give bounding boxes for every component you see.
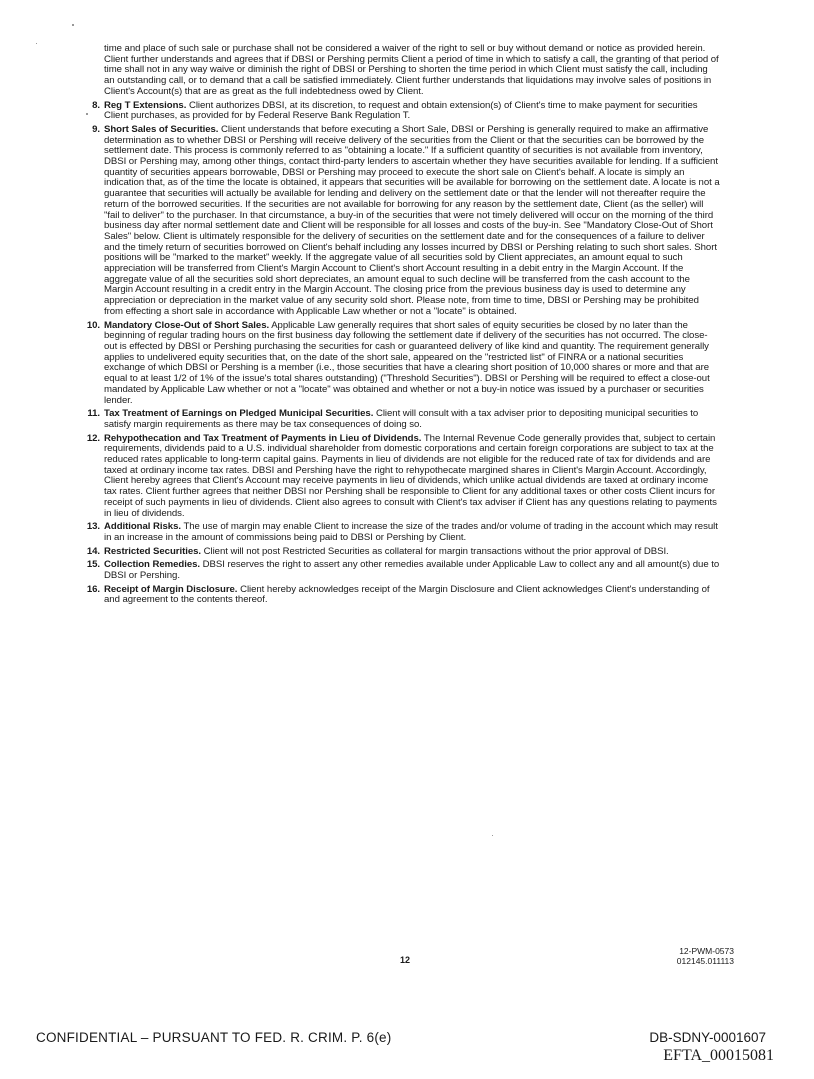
section-16 — [86, 583, 720, 606]
section-title: Collection Remedies. — [104, 559, 201, 571]
scan-speck — [36, 43, 37, 44]
section-number: 14. — [86, 545, 100, 557]
section-number: 9. — [92, 123, 100, 135]
form-revision: 012145.011113 — [676, 956, 734, 966]
section-title: Tax Treatment of Earnings on Pledged Municipal Securities. — [104, 408, 374, 420]
section-number: 13. — [86, 521, 100, 533]
section-text: Client authorizes DBSI, at its discretion, to request and obtain extension(s) of Client's time to make payment for securities Client purchases, as provided for by Federal Reserve Bank Regulation T. — [104, 99, 698, 122]
confidentiality-notice: CONFIDENTIAL – PURSUANT TO FED. R. CRIM. P. 6(e) — [36, 1030, 392, 1045]
section-15 — [86, 559, 720, 582]
section-text: Client hereby acknowledges receipt of the Margin Disclosure and Client acknowledges Client's understanding of and agreement to the contents thereof. — [104, 583, 710, 606]
section-11 — [87, 408, 720, 430]
section-12 — [86, 432, 720, 520]
section-13 — [86, 521, 720, 543]
section-title: Receipt of Margin Disclosure. — [104, 583, 238, 595]
section-8 — [92, 99, 720, 122]
scan-speck — [72, 24, 74, 26]
section-text: The use of margin may enable Client to increase the size of the trades and/or volume of trading in the account which may result in an increase in the amount of commissions being paid to DBSI or Pershing by Client. — [104, 521, 718, 543]
section-title: Rehypothecation and Tax Treatment of Payments in Lieu of Dividends. — [104, 432, 422, 444]
scan-speck — [492, 835, 493, 836]
form-code: 12-PWM-0573 — [679, 946, 734, 956]
document-body — [86, 43, 720, 606]
section-text: The Internal Revenue Code generally provides that, subject to certain requirements, dividends paid to a U.S. individual shareholder from domestic corporations and certain foreign corporations are subject to tax at the reduced rates applicable to long-term capital gains. Payments in lieu of dividends are not eligible for the reduced rate of tax for dividends and are taxed at ordinary income tax rates. DBSI and Pershing have the right to rehypothecate margined shares in Client's Margin Account. Accordingly, Client hereby agrees that Client's Account may receive payments in lieu of dividends, which unlike actual dividends are taxed at ordinary income tax rates. Client further agrees that neither DBSI nor Pershing shall be responsible to Client for any additional taxes or other costs Client incurs for receipt of such payments in lieu of dividends. Client also agrees to consult with Client's tax adviser if Client has any questions relating to payments in lieu of dividends. — [104, 432, 717, 519]
section-text: Client will not post Restricted Securities as collateral for margin transactions without the prior approval of DBSI. — [203, 545, 669, 557]
section-title: Mandatory Close-Out of Short Sales. — [104, 319, 270, 331]
continuation-paragraph: time and place of such sale or purchase shall not be considered a waiver of the right to sell or buy without demand or notice as provided herein. Client further understands and agrees that if DBSI or Pershing permits Client a period of time in which to satisfy a call, the granting of that period of time shall not in any way waive or diminish the right of DBSI or Pershing to shorten the time period in which Client must satisfy the call, including an outstanding call, or to demand that a call be satisfied immediately. Client further understands that liquidations may involve sales of positions in Client's Account(s) that are as great as the full indebtedness owed by Client. — [104, 43, 719, 97]
section-number: 10. — [86, 319, 100, 331]
section-title: Restricted Securities. — [104, 545, 202, 557]
section-text: Client will consult with a tax adviser prior to depositing municipal securities to satisfy margin requirements as there may be tax consequences of doing so. — [104, 408, 699, 430]
section-number: 11. — [87, 408, 100, 420]
efta-number: EFTA_00015081 — [663, 1047, 774, 1064]
section-number: 16. — [86, 583, 100, 595]
section-title: Additional Risks. — [104, 521, 181, 533]
section-number: 8. — [92, 99, 100, 111]
section-title: Reg T Extensions. — [104, 99, 187, 111]
section-title: Short Sales of Securities. — [104, 123, 219, 135]
section-text: Client understands that before executing a Short Sale, DBSI or Pershing is generally required to make an affirmative determination as to whether DBSI or Pershing will receive delivery of the securities from the Client or that the securities can be borrowed by the settlement date. This process is commonly referred to as "obtaining a locate." If a sufficient quantity of securities is not available from inventory, DBSI or Pershing may, among other things, contact third-party lenders to ascertain whether they have securities available for lending. If a sufficient quantity of securities appears borrowable, DBSI or Pershing may proceed to execute the short sale on Client's behalf. A locate is simply an indication that, as of the time the locate is obtained, it appears that securities will be available for borrowing on the settlement date. A locate is not a guarantee that securities will actually be available for lending and delivery on the settlement date or that the lender will not thereafter require the return of the borrowed securities. If the securities are not available for borrowing for any reason by the settlement date, Client (as the seller) will "fail to deliver" to the purchaser. In that circumstance, a buy-in of the securities that were not timely delivered will occur on the morning of the third business day after normal settlement date and Client will be responsible for all losses and costs of the buy-in. See "Mandatory Close-Out of Short Sales" below. Client is ultimately responsible for the delivery of securities on the settlement date and for the consequences of a failure to deliver and the timely return of securities borrowed on Client's behalf including any losses incurred by DBSI or Pershing relating to such short sales. Short positions will be "marked to the market" weekly. If the aggregate value of all securities sold by Client appreciates, an amount equal to such appreciation will be transferred from Client's Margin Account to Client's short Account resulting in a debit entry in the Margin Account. If the aggregate value of all the securities sold short depreciates, an amount equal to such decline will be transferred from the cash account to the Margin Account resulting in a credit entry in the Margin Account. The closing price from the previous business day is used to determine any appreciation or depreciation in the market value of any security sold short. Please note, from time to time, DBSI or Pershing may be prohibited from effecting a short sale in accordance with Applicable Law whether or not a "locate" is obtained. — [104, 123, 720, 317]
section-14 — [86, 545, 720, 558]
section-10 — [86, 319, 720, 407]
scan-speck — [86, 113, 88, 115]
section-text: DBSI reserves the right to assert any other remedies available under Applicable Law to collect any and all amount(s) due to DBSI or Pershing. — [104, 559, 720, 582]
section-9 — [92, 123, 720, 318]
section-number: 12. — [86, 432, 100, 444]
section-number: 15. — [86, 559, 100, 571]
document-id — [677, 946, 734, 966]
section-text: Applicable Law generally requires that short sales of equity securities be closed by no later than the beginning of regular trading hours on the first business day following the settlement date if delivery of the securities has not occurred. The close-out is effected by DBSI or Pershing purchasing the securities for cash or guaranteed delivery of like kind and quantity. The requirement generally applies to undelivered equity securities that, on the date of the short sale, appeared on the "restricted list" of FINRA or a national securities exchange of which DBSI or Pershing is a member (i.e., those securities that have a clearing short position of 10,000 shares or more and that are equal to at least 1/2 of 1% of the issue's total shares outstanding) ("Threshold Securities"). DBSI or Pershing will be required to effect a close-out mandated by Applicable Law whether or not a "locate" was obtained and whether or not a buy-in notice was issued by a purchaser or securities lender. — [104, 319, 710, 406]
bates-number: DB-SDNY-0001607 — [649, 1030, 766, 1045]
page-number: 12 — [400, 955, 411, 965]
